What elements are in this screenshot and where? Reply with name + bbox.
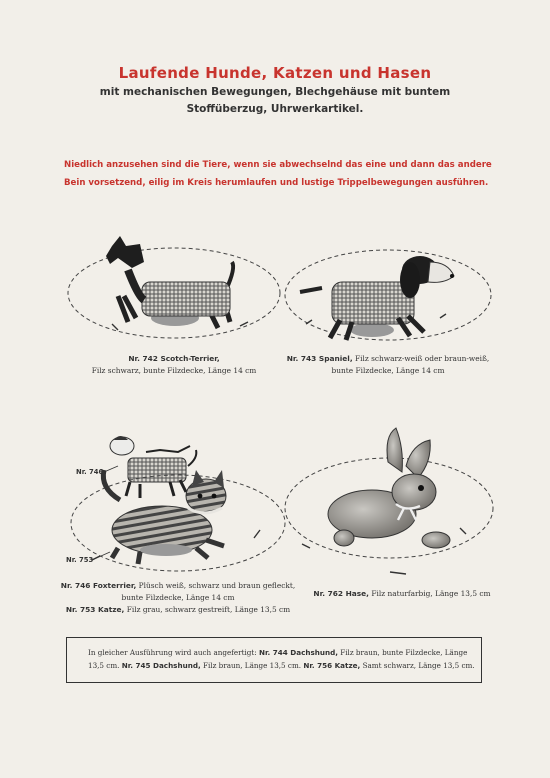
caption-terrier-detail: Filz schwarz, bunte Filzdecke, Länge 14 cm	[91, 366, 257, 375]
caption-terrier	[74, 353, 274, 377]
caption-cat	[60, 604, 296, 616]
subtitle-line-1: mit mechanischen Bewegungen, Blechgehäuse mit buntem	[99, 86, 451, 98]
hare-illustration	[285, 428, 493, 574]
footer-item1-text: Filz braun, bunte Filzdecke, Länge	[340, 648, 468, 657]
caption-foxterrier-number: Nr. 746 Foxterrier,	[60, 581, 137, 590]
pointer-label-fox: Nr. 746	[76, 468, 104, 476]
footer-item2-text: Filz braun, Länge 13,5 cm.	[203, 661, 302, 670]
caption-cat-number: Nr. 753 Katze,	[65, 605, 125, 614]
caption-foxterrier-detail-a: Plüsch weiß, schwarz und braun gefleckt,	[138, 581, 296, 590]
footer-item1-number: Nr. 744 Dachshund,	[258, 648, 338, 657]
caption-terrier-number: Nr. 742 Scotch-Terrier,	[128, 354, 220, 363]
description-line-2: Bein vorsetzend, eilig im Kreis herumlaufen und lustige Trippelbewegungen ausführen.	[64, 178, 489, 188]
footer-item3-text: Samt schwarz, Länge 13,5 cm.	[362, 661, 475, 670]
caption-foxterrier-detail-b: bunte Filzdecke, Länge 14 cm	[121, 593, 235, 602]
footer-item3-number: Nr. 756 Katze,	[303, 661, 361, 670]
caption-spaniel-detail-a: Filz schwarz-weiß oder braun-weiß,	[354, 354, 490, 363]
caption-foxterrier	[58, 580, 298, 604]
footer-line-1	[88, 648, 467, 657]
description-line-1: Niedlich anzusehen sind die Tiere, wenn sie abwechselnd das eine und dann das andere	[64, 160, 492, 170]
footer-line-2	[88, 661, 475, 670]
subtitle-line-2: Stoffüberzug, Uhrwerkartikel.	[186, 103, 364, 115]
caption-cat-detail: Filz grau, schwarz gestreift, Länge 13,5 cm	[126, 605, 291, 614]
scotch-terrier-illustration	[68, 236, 280, 338]
caption-spaniel-number: Nr. 743 Spaniel,	[286, 354, 353, 363]
footer-item2-number: Nr. 745 Dachshund,	[121, 661, 201, 670]
spaniel-illustration	[285, 250, 491, 340]
caption-hare-number: Nr. 762 Hase,	[313, 589, 369, 598]
caption-spaniel-detail-b: bunte Filzdecke, Länge 14 cm	[331, 366, 445, 375]
caption-hare	[302, 588, 502, 600]
cat-illustration	[71, 470, 285, 571]
pointer-label-cat: Nr. 753	[66, 556, 94, 564]
caption-spaniel	[278, 353, 498, 377]
pointer-fox	[104, 466, 118, 472]
footer-box	[66, 637, 482, 683]
footer-intro: In gleicher Ausführung wird auch angefertigt:	[88, 648, 257, 657]
foxterrier-illustration	[110, 436, 196, 498]
footer-item1-end: 13,5 cm.	[88, 661, 120, 670]
caption-hare-detail: Filz naturfarbig, Länge 13,5 cm	[371, 589, 491, 598]
page-title: Laufende Hunde, Katzen und Hasen	[118, 64, 432, 82]
